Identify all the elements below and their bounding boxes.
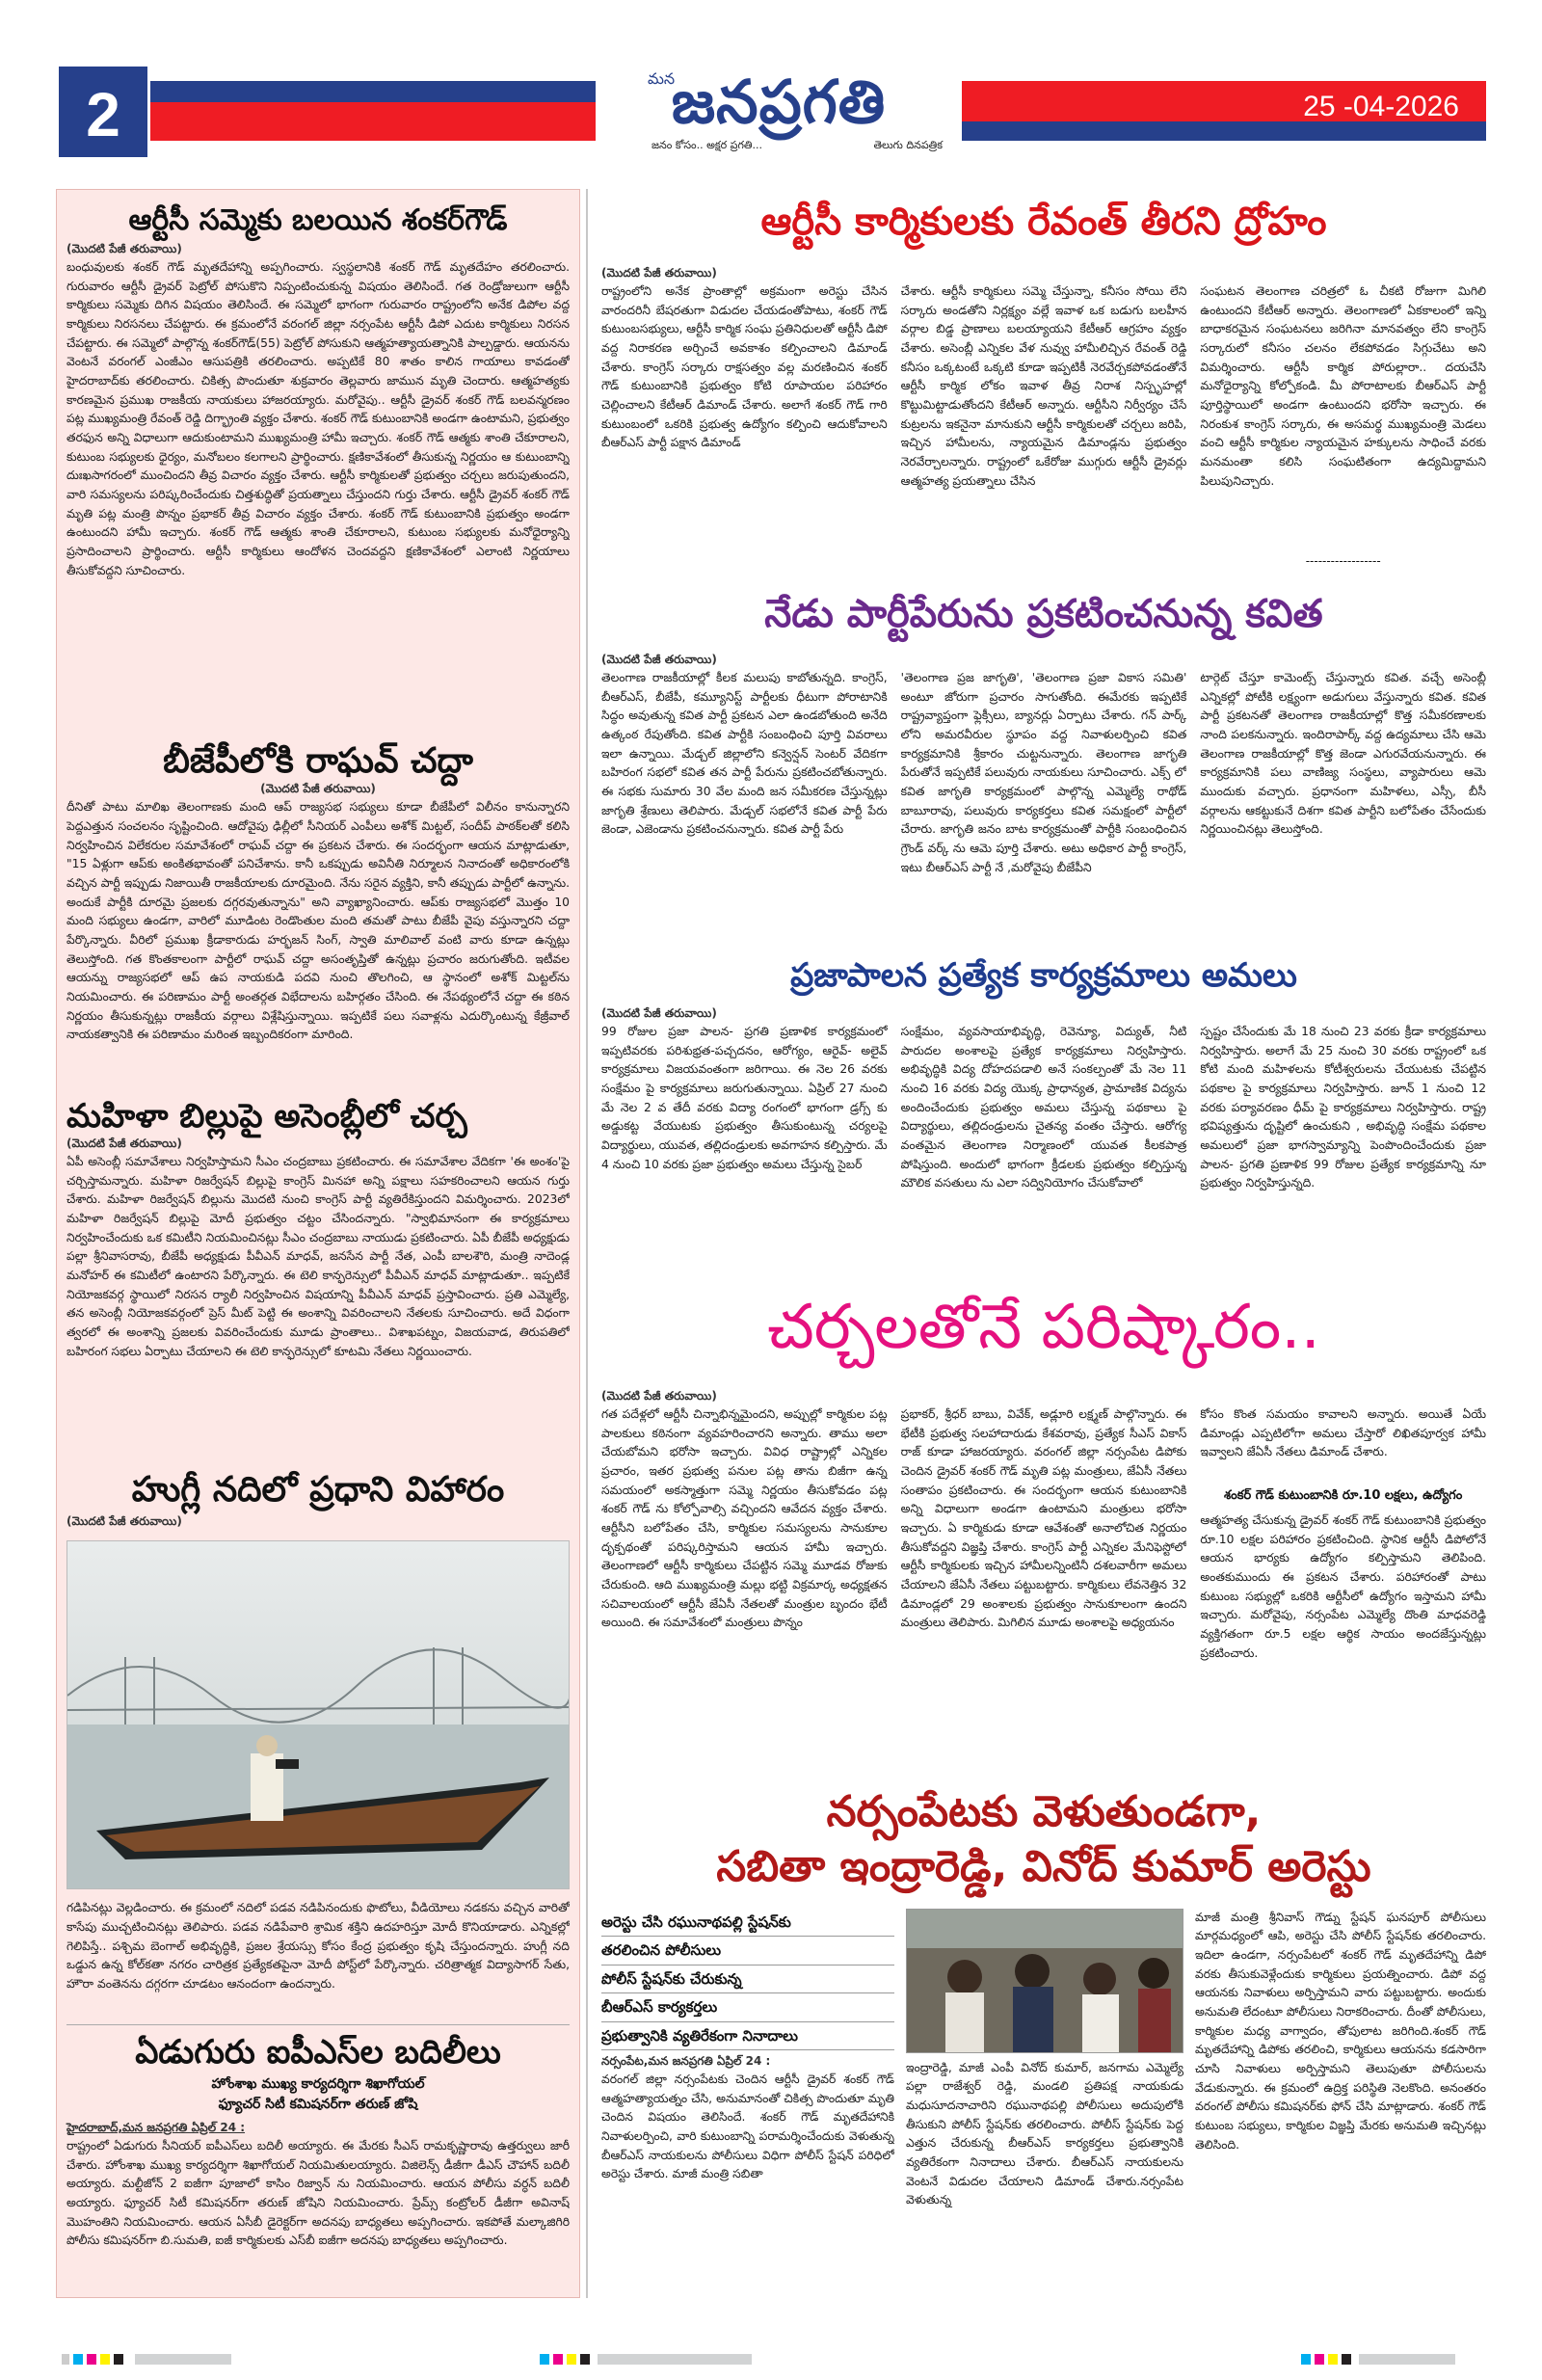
headline-kavitha: నేడు పార్టీపేరును ప్రకటించనున్న కవిత — [764, 592, 1323, 636]
article-col: చేశారు. ఆర్టీసీ కార్మికులు సమ్మె చేస్తున్నా, కనీసం సోయి లేని సర్కారు అండతోని నిర్లక్ష్యం వల్లే ఇవాళ ఒక బడుగు బలహీన వర్గాల బిడ్డ ప్రాణాలు బలయ్యాయని కేటీఆర్ ఆగ్రహం వ్యక్తం చేశారు. అసెంబ్లీ ఎన్నికల వేళ నువ్వు హామీలిచ్చిన రేవంత్ రెడ్డి కనీసం ఒక్కటంటే ఒక్కటి కూడా ఇప్పటికీ నెరవేర్చకపోవడంతోనే ఆర్టీసీ కార్మిక లోకం ఇవాళ తీవ్ర నిరాశ నిస్పృహల్లో కొట్టుమిట్టాడుతోందని కేటీఆర్ అన్నారు. ఆర్టీసీని నిర్వీర్యం చేసే కుట్రలను ఇకనైనా మానుకుని ఆర్టీసీ కార్మికులతో చర్చలు జరిపి, ఇచ్చిన హామీలను, న్యాయమైన డిమాండ్లను ప్రభుత్వం నెరవేర్చాలన్నారు. రాష్ట్రంలో ఒకేరోజు ముగ్గురు ఆర్టీసీ డ్రైవర్లు ఆత్మహత్య ప్రయత్నాలు చేసిన — [900, 284, 1187, 488]
print-color-strip — [0, 2350, 1542, 2367]
paper-name: జనప్రగతి — [671, 67, 887, 137]
article-col: సంక్షేమం, వ్యవసాయాభివృద్ధి, రెవెన్యూ, విద్యుత్, నీటి పారుదల అంశాలపై ప్రత్యేక కార్యక్రమాలు నిర్వహిస్తారు. అభివృద్ధికి విద్య దోహదపడాలి అనే సంకల్పంతో మే నెల 11 నుంచి 16 వరకు విద్య యొక్క ప్రాధాన్యత, ప్రామాణిక విద్యను అందించేందుకు ప్రభుత్వం అమలు చేస్తున్న పథకాలు పై విద్యార్థులు, తల్లిదండ్రులను చైతన్య వంతం చేస్తారు. ఆరోగ్య వంతమైన తెలంగాణ నిర్మాణంలో యువత కీలకపాత్ర పోషిస్తుంది. అందులో భాగంగా క్రీడలకు ప్రభుత్వం కల్పిస్తున్న మౌలిక వసతులు ను ఎలా సద్వినియోగం చేసుకోవాలో — [900, 1025, 1187, 1190]
article-col: 'తెలంగాణ ప్రజ జాగృతి', 'తెలంగాణ ప్రజా వికాస సమితి' అంటూ జోరుగా ప్రచారం సాగుతోంది. ఈమేరకు ఇప్పటికే రాష్ట్రవ్యాప్తంగా ఫ్లెక్సీలు, బ్యానర్లు ఏర్పాటు చేశారు. గన్ పార్క్ లోని అమరవీరుల స్థూపం వద్ద నివాళులర్పించి కవిత కార్యక్రమానికి శ్రీకారం చుట్టనున్నారు. తెలంగాణ జాగృతి పేరుతోనే ఇప్పటికే పలువురు నాయకులు సూచించారు. ఎక్స్ లో కవిత జాగృతి కార్యక్రమంలో పాల్గొన్న ఎమ్మెల్యే రాథోడ్ బాబూరావు, పలువురు కార్యకర్తలు కవిత సమక్షంలో పార్టీలో చేరారు. జాగృతి జనం బాట కార్యక్రమంతో పార్టీకి సంబంధించిన గ్రౌండ్ వర్క్ ను ఆమె పూర్తి చేశారు. అటు అధికార పార్టీ కాంగ్రెస్, ఇటు బీఆర్ఎస్ పార్టీ నే ,మరోవైపు బీజేపీని — [900, 671, 1187, 874]
headline-prajapalana: ప్రజాపాలన ప్రత్యేక కార్యక్రమాలు అమలు — [790, 956, 1297, 995]
headline-rtc-strike: ఆర్టీసీ సమ్మెకు బలయిన శంకర్‌గౌడ్ — [128, 203, 508, 237]
article-col: సంఘటన తెలంగాణ చరిత్రలో ఓ చీకటి రోజుగా మిగిలి ఉంటుందని కేటీఆర్ అన్నారు. తెలంగాణలో ఏకకాలంలో ఇన్ని బాధాకరమైన సంఘటనలు జరిగినా మానవత్వం లేని కాంగ్రెస్ సర్కారులో కనీసం చలనం లేకపోవడం సిగ్గుచేటు అని విమర్శించారు. ఆర్టీసీ కార్మిక పోరుల్లారా.. దయచేసి మనోధైర్యాన్ని కోల్పోకండి. మీ పోరాటాలకు బీఆర్ఎస్ పార్టీ పూర్తిస్థాయిలో అండగా ఉంటుందని భరోసా ఇచ్చారు. ఈ నిరంకుశ కాంగ్రెస్ సర్కారు, ఈ అసమర్థ ముఖ్యమంత్రి మెడలు వంచి ఆర్టీసీ కార్మికుల న్యాయమైన హక్కులను సాధించే వరకు మనమంతా కలిసి సంఘటితంగా ఉద్యమిద్దామని పిలుపునిచ్చారు. — [1200, 284, 1486, 488]
photo-arrest — [906, 1909, 1183, 2053]
headline-women-bill: మహిళా బిల్లుపై అసెంబ్లీలో చర్చ — [66, 1097, 467, 1137]
paper-prefix: మన — [648, 69, 676, 88]
article-body: దీనితో పాటు మాలిఖ తెలంగాణకు మంది ఆప్ రాజ్యసభ సభ్యులు కూడా బీజేపీలో విలీనం కానున్నారని పెద్దఎత్తున సంచలనం సృష్టించింది. ఆదోవైపు ఢిల్లీలో సీనియర్ ఎంపీలు అశోక్ మిట్టల్, సందీప్ పాఠక్‌లతో కలిసి నిర్వహించిన విలేకరుల సమావేశంలో రాఘవ్ చద్దా ఈ ప్రకటన చేశారు. ఈ సందర్భంగా ఆయన మాట్లాడుతూ, "15 ఏళ్లుగా ఆప్‌కు అంకితభావంతో పనిచేశాను. కానీ ఒకప్పుడు అవినీతి నిర్మూలన నినాదంతో అధికారంలోకి వచ్చిన పార్టీ ఇప్పుడు నిజాయితీ రాజకీయాలకు దూరమైంది. నేను సరైన వ్యక్తిని, కానీ తప్పుడు పార్టీలో ఉన్నాను. అందుకే పార్టీకి దూరమై ప్రజలకు దగ్గరవుతున్నాను" అని వ్యాఖ్యానించారు. ఆప్‌కు రాజ్యసభలో మొత్తం 10 మంది సభ్యులు ఉండగా, వారిలో మూడింట రెండొంతుల మంది తమతో పాటు బీజేపీ వైపు వస్తున్నారని చద్దా పేర్కొన్నారు. వీరిలో ప్రముఖ క్రీడాకారుడు హర్భజన్ సింగ్, స్వాతి మాలివాల్ వంటి వారు కూడా ఉన్నట్లు తెలుస్తోంది. గత కొంతకాలంగా పార్టీలో రాఘవ్ చద్దా అసంతృప్తితో ఉన్నట్లు ప్రచారం జరుగుతోంది. ఇటీవల ఆయన్ను రాజ్యసభలో ఆప్ ఉప నాయకుడి పదవి నుంచి తొలగించి, ఆ స్థానంలో అశోక్ మిట్టల్‌ను నియమించారు. ఈ పరిణామం పార్టీ అంతర్గత విభేదాలను బహిర్గతం చేసింది. ఈ నేపథ్యంలోనే చద్దా ఈ కఠిన నిర్ణయం తీసుకున్నట్లు రాజకీయ వర్గాలు విశ్లేషిస్తున్నాయి. ఇప్పటికే పలు సవాళ్లను ఎదుర్కొంటున్న కేజ్రీవాల్ నాయకత్వానికి ఈ పరిణామం మరింత ఇబ్బందికరంగా మారింది. — [66, 800, 570, 1042]
kicker: (మొదటి పేజీ తరువాయి) — [66, 242, 182, 255]
article-body: రాష్ట్రంలో ఏడుగురు సీనియర్ ఐపీఎస్‌లు బదిలీ అయ్యారు. ఈ మేరకు సీఎస్ రామకృష్ణారావు ఉత్తర్వులు జారీ చేశారు. హోంశాఖ ముఖ్య కార్యదర్శిగా శిఖాగోయల్ నియమితులయ్యారు. విజిలెన్స్ డీజీగా డీఎస్ చౌహాన్ బదిలీ అయ్యారు. మల్టీజోన్ 2 ఐజీగా పూజాలో కాసిం రిజ్వాన్ ను నియమించారు. ఆయన పోలీసు వర్ధన్ బదిలీ అయ్యారు. ఫ్యూచర్ సిటీ కమిషనర్‌గా తరుణ్ జోషిని నియమించారు. ప్రేమ్స్ కంట్రోలర్ డీజీగా అవినాష్ మొహంతిని నియమించారు. ఆయన ఏసీబీ డైరెక్టర్‌గా అదనపు బాధ్యతలు అప్పగించారు. ఇకపోతే మల్కాజిగిరి పోలీసు కమిషనర్‌గా బి.సుమతి, ఐజీ కార్మికులకు ఎస్‌బీ ఐజీగా అదనపు బాధ్యతలు అప్పగించారు. — [66, 2138, 570, 2248]
article-body: బంధువులకు శంకర్ గౌడ్ మృతదేహాన్ని అప్పగించారు. స్వస్థలానికి శంకర్ గౌడ్ మృతదేహం తరలించారు. గురువారం ఆర్టీసీ డ్రైవర్ పెట్రోల్ పోసుకొని నిప్పంటించుకున్న విషయం తెలిసిందే. గత రెండ్రోజులుగా ఆర్టీసీ కార్మికులు సమ్మెకు దిగిన విషయం తెలిసిందే. ఈ సమ్మెలో భాగంగా గురువారం రాష్ట్రంలోని అనేక డిపోల వద్ద కార్మికులు నిరసనలు చేపట్టారు. ఈ క్రమంలోనే వరంగల్ జిల్లా నర్సంపేట ఆర్టీసీ డిపో ఎదుట కార్మికులు నిరసన చేపట్టారు. ఈ సమ్మెలో పాల్గొన్న శంకర్‌గౌడ్(55) పెట్రోల్ పోసుకుని ఆత్మహత్యాయత్నానికి పాల్పడ్డారు. ఆయనను వెంటనే వరంగల్ ఎంజీఎం ఆసుపత్రికి తరలించారు. అప్పటికే 80 శాతం కాలిన గాయాలు కావడంతో హైదరాబాద్‌కు తరలించారు. చికిత్స పొందుతూ శుక్రవారం తెల్లవారు జామున మృతి చెందారు. ఆత్మహత్యకు కారణమైన ప్రముఖ రాజకీయ నాయకులు హాజరయ్యారు. మరోవైపు.. ఆర్టీసీ డ్రైవర్ శంకర్ గౌడ్ బలవన్మరణం పట్ల ముఖ్యమంత్రి రేవంత్ రెడ్డి దిగ్భ్రాంతి వ్యక్తం చేశారు. శంకర్ గౌడ్ కుటుంబానికి అండగా ఉంటామని, ప్రభుత్వం తరఫున అన్ని విధాలుగా ఆదుకుంటామని ముఖ్యమంత్రి హామీ ఇచ్చారు. శంకర్ గౌడ్ ఆత్మకు శాంతి చేకూరాలని, కుటుంబ సభ్యులకు ధైర్యం, మనోబలం కలగాలని ప్రార్థించారు. క్షణికావేశంలో తీసుకున్న నిర్ణయం ఆ కుటుంబాన్ని దుఃఖసాగరంలో ముంచిందని తీవ్ర విచారం వ్యక్తం చేశారు. ఆర్టీసీ కార్మికులతో ప్రభుత్వం చర్చలు జరుపుతుందని, వారి సమస్యలను పరిష్కరించేందుకు చిత్తశుద్ధితో ప్రయత్నాలు చేస్తుందని గుర్తు చేశారు. ఆర్టీసీ డ్రైవర్ శంకర్ గౌడ్ మృతి పట్ల మంత్రి పొన్నం ప్రభాకర్ తీవ్ర విచారం వ్యక్తం చేశారు. శంకర్ గౌడ్ కుటుంబానికి ప్రభుత్వం అండగా ఉంటుందని హామీ ఇచ్చారు. శంకర్ గౌడ్ ఆత్మకు శాంతి చేకూరాలని, కుటుంబ సభ్యులకు మనోధైర్యాన్ని ప్రసాదించాలని ప్రార్థించారు. ఆర్టీసీ కార్మికులు ఆందోళన చెందవద్దని క్షణికావేశంలో ఎలాంటి నిర్ణయాలు తీసుకోవద్దని సూచించారు. — [66, 260, 570, 577]
headline-talks-solution: చర్చలతోనే పరిష్కారం.. — [767, 1292, 1320, 1363]
article-columns — [601, 669, 1486, 931]
left-column — [56, 189, 580, 2298]
article-col: వరంగల్ జిల్లా నర్సంపేటకు చెందిన ఆర్టీసీ డ్రైవర్ శంకర్ గౌడ్ ఆత్మహత్యాయత్నం చేసి, అనుమానంతో చికిత్స పొందుతూ మృతి చెందిన విషయం తెలిసిందే. శంకర్ గౌడ్ మృతదేహానికి నివాళులర్పించి, వారి కుటుంబాన్ని పరామర్శించేందుకు వెళుతున్న బీఆర్ఎస్ నాయకులను పోలీసులు విధిగా పోలీస్ స్టేషన్ పరిధిలో అరెస్టు చేశారు. మాజీ మంత్రి సబితా — [601, 2072, 894, 2181]
headline-raghav-chadha: బీజేపీలోకి రాఘవ్ చద్దా — [163, 741, 473, 781]
headline-ips-transfers: ఏడుగురు ఐపీఎస్‌ల బదిలీలు — [135, 2033, 501, 2072]
subhead: హోంశాఖ ముఖ్య కార్యదర్శిగా శిఖాగోయల్ — [211, 2075, 425, 2092]
page-number: 2 — [56, 64, 150, 160]
article-col: తెలంగాణ రాజకీయాల్లో కీలక మలుపు కాబోతున్నది. కాంగ్రెస్, బీఆర్ఎస్, బీజేపీ, కమ్యూనిస్ట్ పార్టీలకు ధీటుగా పోరాటానికి సిద్ధం అవుతున్న కవిత పార్టీ ప్రకటన ఎలా ఉండబోతుంది అనేది ఉత్కంఠ రేపుతోంది. కవిత పార్టీకి సంబంధించి పూర్తి వివరాలు ఇలా ఉన్నాయి. మేడ్చల్ జిల్లాలోని కన్వెన్షన్ సెంటర్ వేదికగా బహిరంగ సభలో కవిత తన పార్టీ పేరును ప్రకటించబోతున్నారు. ఈ సభకు సుమారు 30 వేల మంది జన సమీకరణ చేస్తున్నట్లు జాగృతి శ్రేణులు తెలిపారు. మేడ్చల్ సభలోనే కవిత పార్టీ పేరు జెండా, ఎజెండాను ప్రకటించనున్నారు. కవిత పార్టీ పేరు — [601, 671, 888, 837]
article-col: రాష్ట్రంలోని అనేక ప్రాంతాల్లో అక్రమంగా అరెస్టు చేసిన వారందరినీ బేషరతుగా విడుదల చేయడంతోపాటు, శంకర్ గౌడ్ కుటుంబసభ్యులు, ఆర్టీసీ కార్మిక సంఘ ప్రతినిధులతో ఆర్టీసీ డిపో వద్ద నిరాకరణ అర్చించే అవకాశం కల్పించాలని డిమాండ్ చేశారు. కాంగ్రెస్ సర్కారు రాక్షసత్వం వల్ల మరణించిన శంకర్ గౌడ్ కుటుంబానికి ప్రభుత్వం కోటి రూపాయల పరిహారం చెల్లించాలని కేటీఆర్ డిమాండ్ చేశారు. అలాగే శంకర్ గౌడ్ గారి కుటుంబంలో ఒకరికి ప్రభుత్వ ఉద్యోగం కల్పించి ఆదుకోవాలని బీఆర్ఎస్ పార్టీ పక్షాన డిమాండ్ — [601, 284, 888, 450]
article-columns — [601, 282, 1486, 570]
paper-logo — [596, 64, 962, 160]
deck-line: పోలీస్ స్టేషన్‌కు చేరుకున్న — [601, 1966, 894, 1994]
article-body: గడిపినట్లు వెల్లడించారు. ఈ క్రమంలో నదిలో పడవ నడిపినందుకు ఫొటోలు, వీడియోలు నడకను వచ్చిన వారితో కాసేపు ముచ్చటించినట్లు తెలిపారు. పడవ నడిపేవారి శ్రామిక శక్తిని ఉదహరిస్తూ మోదీ కొనియాడారు. ఎన్నికల్లో గెలిపిస్తే.. పశ్చిమ బెంగాల్ అభివృద్ధికి, ప్రజల శ్రేయస్సు కోసం కేంద్ర ప్రభుత్వం కృషి చేస్తుందన్నారు. హుగ్లీ నది ఒడ్డున ఉన్న కోల్‌కతా నగరం చారిత్రక ప్రత్యేకతపైనా మోదీ పోస్ట్‌లో పేర్కొన్నారు. చరిత్రాత్మక విద్యాసాగర్ సేతు, హౌరా వంతెనను దగ్గరగా చూడటం ఆనందంగా ఉందన్నారు. — [66, 1901, 570, 1991]
headline-hooghly: హుగ్లీ నదిలో ప్రధాని విహారం — [131, 1469, 505, 1510]
end-rule: ------------------ — [1305, 554, 1381, 568]
article-col: గత పదేళ్లలో ఆర్టీసీ చిన్నాభిన్నమైందని, అప్పుల్లో కార్మికుల పట్ల పాలకులు కఠినంగా వ్యవహరించారని అన్నారు. తాము అలా చేయబోమని భరోసా ఇచ్చారు. వివిధ రాష్ట్రాల్లో ఎన్నికల ప్రచారం, ఇతర ప్రభుత్వ పనుల పట్ల తాను బిజీగా ఉన్న సమయంలో అకస్మాత్తుగా సమ్మె నిర్ణయం తీసుకోవడం పట్ల శంకర్ గౌడ్ ను కోల్పోవాల్సి వచ్చిందని ఆవేదన వ్యక్తం చేశారు. ఆర్టీసీని బలోపేతం చేసి, కార్మికుల సమస్యలను సానుకూల దృక్పథంతో పరిష్కరిస్తామని ఆయన హామీ ఇచ్చారు. తెలంగాణలో ఆర్టీసీ కార్మికులు చేపట్టిన సమ్మె మూడవ రోజుకు చేరుకుంది. ఆది ముఖ్యమంత్రి మల్లు భట్టి విక్రమార్క అధ్యక్షతన సచివాలయంలో ఆర్టీసీ జేఏసీ నేతలతో మంత్రుల బృందం భేటీ అయింది. ఈ సమావేశంలో మంత్రులు పొన్నం — [601, 1407, 888, 1630]
article-col: కోసం కొంత సమయం కావాలని అన్నారు. అయితే ఏయే డిమాండ్లు ఎప్పటిలోగా అమలు చేస్తారో లిఖితపూర్వక హామీ ఇవ్వాలని జేఏసీ నేతలు డిమాండ్ చేశారు. — [1200, 1407, 1486, 1459]
subhead: శంకర్ గౌడ్ కుటుంబానికి రూ.10 లక్షలు, ఉద్యోగం — [1224, 1488, 1463, 1503]
paper-tagline-right: తెలుగు దినపత్రిక — [873, 139, 943, 151]
arrest-middle — [906, 1909, 1183, 2256]
kicker: (మొదటి పేజీ తరువాయి) — [601, 266, 717, 280]
deck-line: తరలించిన పోలీసులు — [601, 1937, 894, 1966]
article-body: ఏపీ అసెంబ్లీ సమావేశాలు నిర్వహిస్తామని సీఎం చంద్రబాబు ప్రకటించారు. ఈ సమావేశాల వేదికగా 'ఈ అంశం'పై చర్చిస్తామన్నారు. మహిళా రిజర్వేషన్ బిల్లుపై కాంగ్రెస్ మినహా అన్ని పక్షాలు సహకరించాలని ఆయన గుర్తు చేశారు. మహిళా రిజర్వేషన్ బిల్లును మొదటి నుంచి కాంగ్రెస్ పార్టీ వ్యతిరేకిస్తుందని విమర్శించారు. 2023లో మహిళా రిజర్వేషన్ బిల్లుపై మోదీ ప్రభుత్వం చట్టం చేసిందన్నారు. "స్వాభిమానంగా ఈ కార్యక్రమాలు నిర్వహించేందుకు ఒక కమిటీని నియమించినట్లు సీఎం చంద్రబాబు నాయుడు ప్రకటించారు. ఏపీ బీజేపీ అధ్యక్షుడు పల్లా శ్రీనివాసరావు, బీజేపీ అధ్యక్షుడు పీవీఎన్ మాధవ్, జనసేన పార్టీ నేత, ఎంపీ బాలశౌరి, మంత్రి నాదెండ్ల మనోహర్ ఈ కమిటీలో ఉంటారని పేర్కొన్నారు. ఈ టెలి కాన్ఫరెన్సులో పీవీఎన్ మాధవ్ మాట్లాడుతూ.. ఇప్పటికే నియోజకవర్గ స్థాయిలో నిరసన ర్యాలీ నిర్వహించిన విషయాన్ని పీవీఎన్ మాధవ్ ప్రస్తావించారు. ప్రతి ఎమ్మెల్యే, తన అసెంబ్లీ నియోజకవర్గంలో ప్రెస్ మీట్ పెట్టి ఈ అంశాన్ని వివరించాలని నేతలకు సూచించారు. అదే విధంగా త్వరలో ఈ అంశాన్ని ప్రజలకు వివరించేందుకు మూడు ప్రాంతాలు.. విశాఖపట్నం, విజయవాడ, తిరుపతిలో బహిరంగ సభలు ఏర్పాటు చేయాలని ఈ టెలి కాన్ఫరెన్సులో కూటమి నేతలు నిర్ణయించారు. — [66, 1154, 570, 1358]
headline-rtc-betrayal: ఆర్టీసీ కార్మికులకు రేవంత్ తీరని ద్రోహం — [760, 200, 1327, 244]
article-col: మాజీ మంత్రి శ్రీనివాస్ గౌడ్ను స్టేషన్ ఘనపూర్ పోలీసులు మార్గమధ్యంలో ఆపి, అరెస్టు చేసి పోలీస్ స్టేషన్‌కు తరలించారు. ఇదిలా ఉండగా, నర్సంపేటలో శంకర్ గౌడ్ మృతదేహాన్ని డిపో వరకు తీసుకువెళ్లేందుకు కార్మికులు ప్రయత్నించారు. డిపో వద్ద ఆయనకు నివాళులు అర్పిస్తామని వారు పట్టుబట్టారు. అందుకు అనుమతి లేదంటూ పోలీసులు నిరాకరించారు. దీంతో పోలీసులు, కార్మికుల మధ్య వాగ్వాదం, తోపులాట జరిగింది.శంకర్ గౌడ్ మృతదేహాన్ని డిపోకు తరలించి, కార్మికులు ఆయనను కడసారిగా చూసి నివాళులు అర్పిస్తామని తెలుపుతూ పోలీసులను వేడుకున్నారు. ఈ క్రమంలో ఉద్రిక్త పరిస్థితి నెలకొంది. అనంతరం వరంగల్ పోలీసు కమిషనర్‌కు ఫోన్ చేసి మాట్లాడారు. శంకర్ గౌడ్ కుటుంబ సభ్యులు, కార్మికుల విజ్ఞప్తి మేరకు అనుమతి ఇచ్చినట్లు తెలిసింది. — [1195, 1910, 1486, 2152]
article-col-wrap — [1200, 1405, 1486, 1766]
arrest-block — [601, 1909, 1486, 2256]
headline-arrest-2: సబితా ఇంద్రారెడ్డి, వినోద్ కుమార్ అరెస్టు — [716, 1841, 1371, 1891]
kicker: (మొదటి పేజీ తరువాయి) — [260, 782, 376, 796]
article-columns — [601, 1405, 1486, 1766]
masthead — [56, 64, 1486, 160]
article-col: టార్గెట్ చేస్తూ కామెంట్స్ చేస్తున్నారు కవిత. వచ్చే అసెంబ్లీ ఎన్నికల్లో పోటీకి లక్ష్యంగా అడుగులు వేస్తున్నారు కవిత. కవిత పార్టీ ప్రకటనతో తెలంగాణ రాజకీయాల్లో కొత్త సమీకరణాలకు నాంది పలకనున్నారు. ఇందిరాపార్క్ వద్ద ఉద్యమాలు చేసి ఆమె తెలంగాణ రాజకీయాల్లో కొత్త జెండా ఎగురవేయనున్నారు. ఈ కార్యక్రమానికి పలు వాణిజ్య సంస్థలు, వ్యాపారులు ఆమె ముందుకు వచ్చారు. ప్రధానంగా మహిళలు, ఎస్సీ, బీసీ వర్గాలను ఆకట్టుకునే దిశగా కవిత పార్టీని బలోపేతం చేసేందుకు నిర్ణయించినట్లు తెలుస్తోంది. — [1200, 671, 1486, 837]
dateline: నర్సంపేట,మన జనప్రగతి ఏప్రిల్ 24 : — [601, 2054, 771, 2069]
deck-line: బీఆర్ఎస్ కార్యకర్తలు — [601, 1993, 894, 2022]
issue-date: 25 -04-2026 — [1303, 91, 1459, 122]
article-col: ఇంద్రారెడ్డి, మాజీ ఎంపీ వినోద్ కుమార్, జనగామ ఎమ్మెల్యే పల్లా రాజేశ్వర్ రెడ్డి, మండలి ప్రతిపక్ష నాయకుడు మధుసూదనాచారిని రఘునాథపల్లి పోలీసులు అదుపులోకి తీసుకుని పోలీస్ స్టేషన్‌కు తరలించారు. పోలీస్ స్టేషన్‌కు పెద్ద ఎత్తున చేరుకున్న బీఆర్ఎస్ కార్యకర్తలు ప్రభుత్వానికి వ్యతిరేకంగా నినాదాలు చేశారు. బీఆర్ఎస్ నాయకులను వెంటనే విడుదల చేయాలని డిమాండ్ చేశారు.నర్సంపేట వెళుతున్న — [906, 2060, 1183, 2207]
deck-line: అరెస్టు చేసి రఘునాథపల్లి స్టేషన్‌కు — [601, 1909, 894, 1938]
kicker: (మొదటి పేజీ తరువాయి) — [66, 1136, 182, 1150]
paper-tagline: జనం కోసం.. అక్షర ప్రగతి... — [651, 139, 763, 151]
kicker: (మొదటి పేజీ తరువాయి) — [601, 1389, 717, 1403]
deck-line: ప్రభుత్వానికి వ్యతిరేకంగా నినాదాలు — [601, 2022, 894, 2051]
headline-arrest-1: నర్సంపేటకు వెళుతుండగా, — [826, 1787, 1262, 1836]
kicker: (మొదటి పేజీ తరువాయి) — [66, 1514, 182, 1529]
article-col: ప్రభాకర్, శ్రీధర్ బాబు, వివేక్, అడ్లూరి లక్ష్మణ్ పాల్గొన్నారు. ఈ భేటీకి ప్రభుత్వ సలహాదారుడు కేశవరావు, ప్రత్యేక సీఎస్ వికాస్ రాజ్ కూడా హాజరయ్యారు. వరంగల్ జిల్లా నర్సంపేట డిపోకు చెందిన డ్రైవర్ శంకర్ గౌడ్ మృతి పట్ల మంత్రులు, జేఏసీ నేతలు సంతాపం ప్రకటించారు. ఈ సందర్భంగా ఆయన కుటుంబానికి అన్ని విధాలుగా అండగా ఉంటామని మంత్రులు భరోసా ఇచ్చారు. ఏ కార్మికుడు కూడా ఆవేశంతో అనాలోచిత నిర్ణయం తీసుకోవద్దని విజ్ఞప్తి చేశారు. కాంగ్రెస్ పార్టీ ఎన్నికల మేనిఫెస్టోలో ఆర్టీసీ కార్మికులకు ఇచ్చిన హామీలన్నింటినీ దశలవారీగా అమలు చేయాలని జేఏసీ నేతలు పట్టుబట్టారు. కార్మికులు లేవనెత్తిన 32 డిమాండ్లలో 29 అంశాలకు ప్రభుత్వం సానుకూలంగా ఉందని మంత్రులు తెలిపారు. మిగిలిన మూడు అంశాలపై అధ్యయనం — [900, 1407, 1187, 1630]
subhead: ఫ్యూచర్ సిటీ కమిషనర్‌గా తరుణ్ జోషి — [218, 2096, 418, 2112]
kicker: (మొదటి పేజీ తరువాయి) — [601, 653, 717, 666]
article-col: 99 రోజుల ప్రజా పాలన- ప్రగతి ప్రణాళిక కార్యక్రమంలో ఇప్పటివరకు పరిశుభ్రత-పచ్చదనం, ఆరోగ్యం, ఆరైవ్- అలైవ్ కార్యక్రమాలు విజయవంతంగా జరిగాయి. ఈ నెల 26 వరకు సంక్షేమం పై కార్యక్రమాలు జరుగుతున్నాయి. ఏప్రిల్ 27 నుంచి మే నెల 2 వ తేదీ వరకు విద్యా రంగంలో భాగంగా డ్రగ్స్ కు అడ్డుకట్ట వేయుటకు ప్రభుత్వం తీసుకుంటున్న చర్యలపై విద్యార్థులు, యువత, తల్లిదండ్రులకు అవగాహన కల్పిస్తారు. మే 4 నుంచి 10 వరకు ప్రజా ప్రభుత్వం అమలు చేస్తున్న సైబర్ — [601, 1025, 888, 1171]
article-col: స్పష్టం చేసేందుకు మే 18 నుంచి 23 వరకు క్రీడా కార్యక్రమాలు నిర్వహిస్తారు. అలాగే మే 25 నుంచి 30 వరకు రాష్ట్రంలో ఒక కోటి మంది మహిళలను కోటీశ్వరులను చేయుటకు చేపట్టిన పథకాల పై కార్యక్రమాలు నిర్వహిస్తారు. జూన్ 1 నుంచి 12 వరకు పర్యావరణం ధీమ్ పై కార్యక్రమాలు నిర్వహిస్తారు. రాష్ట్ర భవిష్యత్తును దృష్టిలో ఉంచుకుని , అభివృద్ధి సంక్షేమ పథకాల అమలులో ప్రజా భాగస్వామ్యాన్ని పెంపొందించేందుకు ప్రజా పాలన- ప్రగతి ప్రణాళిక 99 రోజుల ప్రత్యేక కార్యక్రమాన్ని నూ ప్రభుత్వం నిర్వహిస్తున్నది. — [1200, 1025, 1486, 1190]
dateline: హైదరాబాద్,మన జనప్రగతి ఏప్రిల్ 24 : — [66, 2120, 246, 2134]
photo-modi-boat — [66, 1540, 570, 1889]
article-col-wrap — [1200, 282, 1486, 570]
arrest-left — [601, 1909, 894, 2256]
masthead-band-left — [123, 81, 625, 141]
article-columns — [601, 1023, 1486, 1271]
right-area — [601, 199, 1486, 2300]
column-rule — [586, 189, 588, 2298]
article-col: ఆత్మహత్య చేసుకున్న డ్రైవర్ శంకర్ గౌడ్ కుటుంబానికి ప్రభుత్వం రూ.10 లక్షల పరిహారం ప్రకటించింది. స్థానిక ఆర్టీసీ డిపోలోనే ఆయన భార్యకు ఉద్యోగం కల్పిస్తామని తెలిపింది. అంతకుముందు ఈ ప్రకటన చేశారు. పరిహారంతో పాటు కుటుంబ సభ్యుల్లో ఒకరికి ఆర్టీసీలో ఉద్యోగం ఇస్తామని హామీ ఇచ్చారు. మరోవైపు, నర్సంపేట ఎమ్మెల్యే దొంతి మాధవరెడ్డి వ్యక్తిగతంగా రూ.5 లక్షల ఆర్థిక సాయం అందజేస్తున్నట్లు ప్రకటించారు. — [1200, 1513, 1486, 1660]
kicker: (మొదటి పేజీ తరువాయి) — [601, 1006, 717, 1020]
